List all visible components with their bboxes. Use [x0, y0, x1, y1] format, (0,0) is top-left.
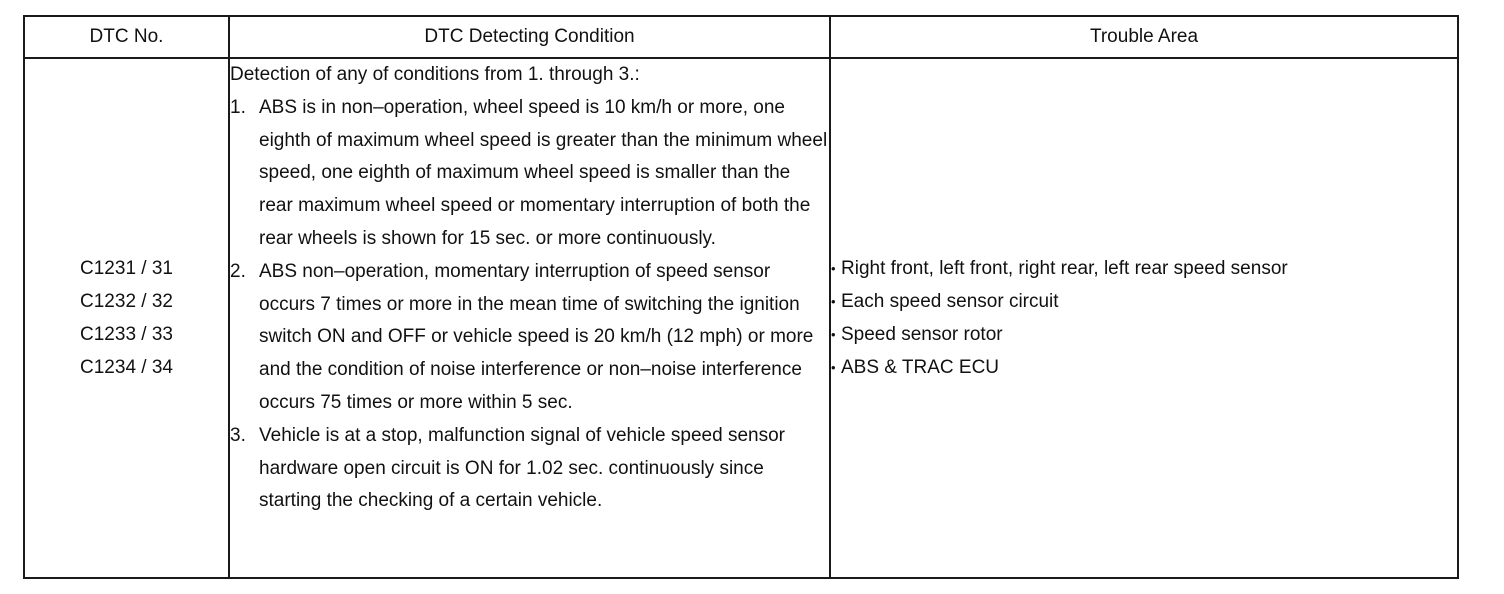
header-dtc-no: DTC No.	[24, 16, 229, 58]
trouble-area-item	[831, 252, 1457, 285]
trouble-area-text: Speed sensor rotor	[841, 324, 1003, 345]
trouble-area-cell	[830, 58, 1458, 578]
trouble-area-item	[831, 351, 1457, 384]
condition-text: ABS non–operation, momentary interruption of speed sensor occurs 7 times or more in the mean time of switching the ignition switch ON and OFF or vehicle speed is 20 km/h (12 mph) or more and the condition of noise interference or non–noise interference occurs 75 times or more within 5 sec.	[259, 260, 814, 413]
dtc-table	[23, 15, 1459, 579]
condition-item	[230, 256, 829, 420]
header-detecting-condition: DTC Detecting Condition	[229, 16, 830, 58]
dtc-code: C1232 / 32	[80, 291, 173, 312]
dtc-code: C1231 / 31	[80, 258, 173, 279]
condition-text: Vehicle is at a stop, malfunction signal of vehicle speed sensor hardware open circuit is ON for 1.02 sec. continuously since starting the checking of a certain vehicle.	[259, 424, 785, 512]
dtc-code: C1233 / 33	[80, 324, 173, 345]
condition-number: 2.	[230, 260, 246, 282]
table-row	[24, 58, 1458, 578]
condition-text: ABS is in non–operation, wheel speed is 10 km/h or more, one eighth of maximum wheel speed is greater than the minimum wheel speed, one eighth of maximum wheel speed is smaller than the rear maximum wheel speed or momentary interruption of both the rear wheels is shown for 15 sec. or more continuously.	[259, 96, 828, 249]
dtc-code-list	[80, 252, 173, 384]
bullet-icon: •	[831, 294, 836, 309]
trouble-area-text: Each speed sensor circuit	[841, 291, 1059, 312]
bullet-icon: •	[831, 327, 836, 342]
condition-number: 3.	[230, 424, 246, 446]
bullet-icon: •	[831, 261, 836, 276]
header-row	[24, 16, 1458, 58]
trouble-area-item	[831, 285, 1457, 318]
condition-intro: Detection of any of conditions from 1. through 3.:	[230, 64, 640, 85]
condition-number: 1.	[230, 96, 246, 118]
trouble-area-item	[831, 318, 1457, 351]
condition-item	[230, 92, 829, 256]
header-trouble-area: Trouble Area	[830, 16, 1458, 58]
trouble-area-text: ABS & TRAC ECU	[841, 357, 1000, 378]
trouble-area-text: Right front, left front, right rear, left rear speed sensor	[841, 258, 1288, 279]
condition-item	[230, 420, 829, 518]
dtc-code-cell	[24, 58, 229, 578]
bullet-icon: •	[831, 360, 836, 375]
detecting-condition-cell	[229, 58, 830, 578]
dtc-code: C1234 / 34	[80, 357, 173, 378]
